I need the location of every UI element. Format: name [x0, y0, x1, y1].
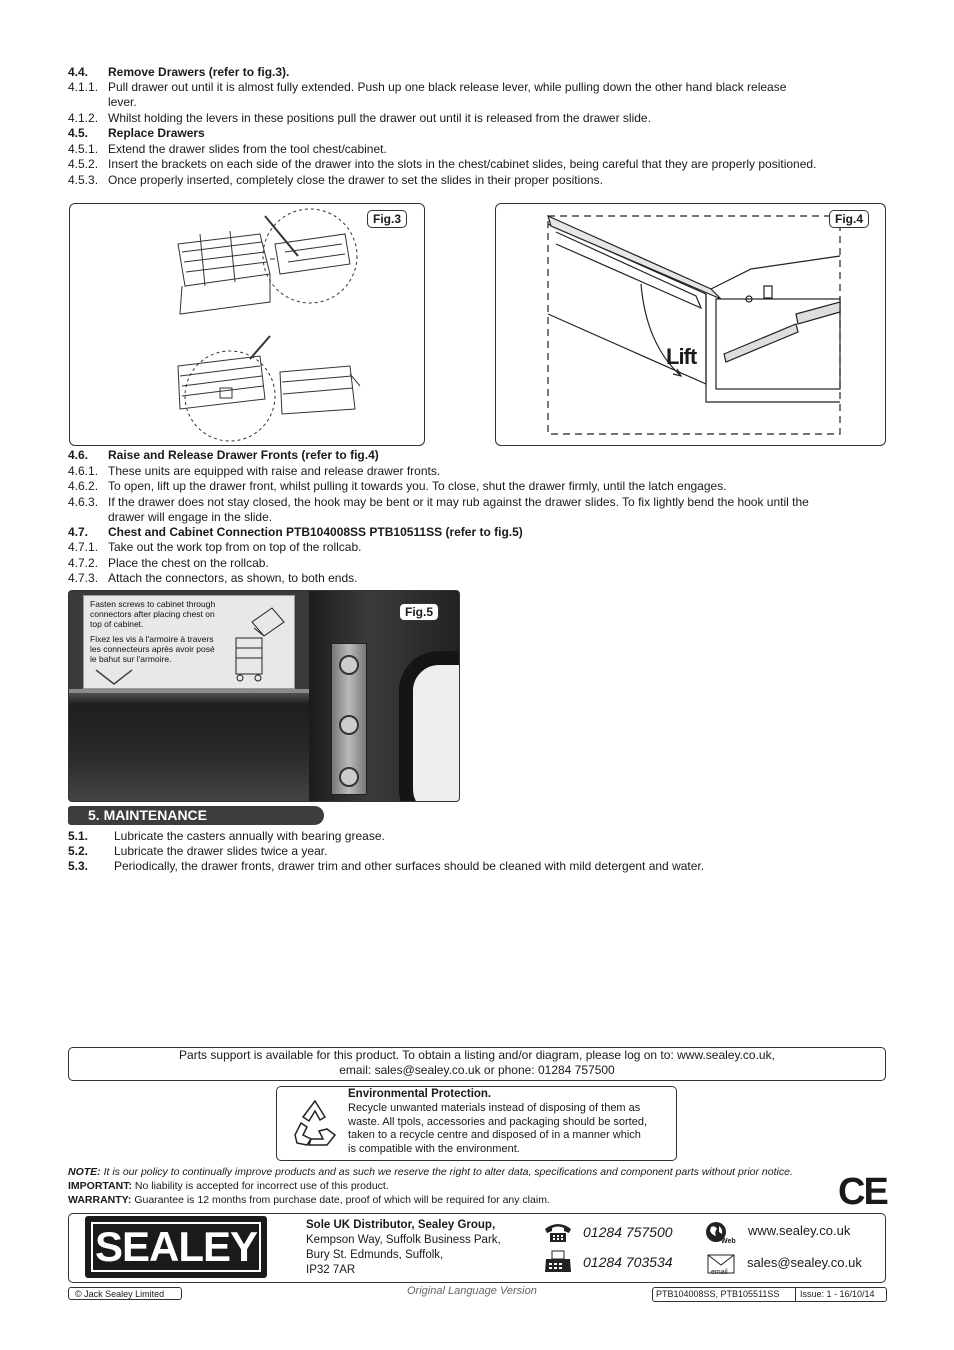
parts-support-box	[68, 1047, 886, 1081]
important-line: IMPORTANT: No liability is accepted for incorrect use of this product.	[68, 1180, 389, 1192]
distributor-address	[306, 1218, 501, 1278]
bolt-icon	[339, 715, 359, 735]
model-numbers: PTB104008SS, PTB105511SS	[656, 1289, 780, 1299]
warranty-line: WARRANTY: Guarantee is 12 months from purchase date, proof of which will be required for any claim.	[68, 1194, 550, 1206]
fig4-label: Fig.4	[829, 210, 869, 228]
lift-label: Lift	[666, 344, 697, 369]
fax-number: 01284 703534	[583, 1254, 673, 1270]
notes	[68, 1165, 868, 1207]
original-language-label: Original Language Version	[407, 1285, 537, 1297]
model-issue-divider	[795, 1288, 796, 1301]
address-line-1: Kempson Way, Suffolk Business Park,	[306, 1234, 501, 1246]
parts-support-line1: Parts support is available for this product. To obtain a listing and/or diagram, please log on to: www.sealey.co.uk,	[179, 1048, 775, 1062]
sticker-english: Fasten screws to cabinet through connectors after placing chest on top of cabinet.	[90, 599, 216, 629]
email-link[interactable]: sales@sealey.co.uk	[747, 1255, 862, 1270]
sticker-cabinet-diagram-icon	[224, 600, 294, 684]
drawer-removal-diagram	[70, 204, 424, 445]
ce-mark: CE	[838, 1171, 887, 1213]
instruction-sticker	[83, 595, 295, 689]
copyright-box: © Jack Sealey Limited	[68, 1287, 182, 1300]
footer-box	[68, 1213, 886, 1283]
figure-3	[69, 203, 425, 446]
phone-number: 01284 757500	[583, 1224, 673, 1240]
fax-icon	[543, 1250, 573, 1274]
figure-5	[68, 590, 460, 802]
figure-4	[495, 203, 886, 446]
telephone-icon	[543, 1221, 573, 1243]
env-title: Environmental Protection.	[348, 1088, 492, 1100]
cabinet-panel-seam	[69, 689, 309, 693]
model-issue-box	[652, 1287, 887, 1302]
address-line-3: IP32 7AR	[306, 1264, 356, 1276]
web-link[interactable]: www.sealey.co.uk	[748, 1223, 851, 1238]
sticker-french: Fixez les vis à l'armoire à travers les connecteurs après avoir posé le bahut sur l'armoire.	[90, 634, 215, 664]
distributor-name: Sole UK Distributor, Sealey Group,	[306, 1219, 496, 1231]
handle-curve	[399, 651, 460, 802]
sealey-logo	[85, 1216, 267, 1278]
recycle-icon	[287, 1095, 343, 1151]
bolt-icon	[339, 655, 359, 675]
email-icon-label: email	[711, 1269, 728, 1276]
issue-date: Issue: 1 - 16/10/14	[800, 1289, 875, 1299]
cabinet-steel-panel	[69, 691, 309, 801]
environmental-box	[276, 1086, 677, 1161]
note-line: NOTE: It is our policy to continually improve products and as such we reserve the right to alter data, specifications and component parts without prior notice.	[68, 1166, 793, 1178]
parts-support-line2: email: sales@sealey.co.uk or phone: 01284 757500	[339, 1063, 615, 1077]
sealey-logo-inner: SEALEY	[91, 1222, 261, 1272]
env-text: Recycle unwanted materials instead of disposing of them as waste. All tpols, accessories and packaging should be sorted, taken to a recycle centre and disposed of in a manner which is compatible with the environment.	[348, 1102, 648, 1155]
maintenance-heading: 5. MAINTENANCE	[68, 806, 324, 825]
drawer-front-lift-diagram	[496, 204, 885, 445]
address-line-2: Bury St. Edmunds, Suffolk,	[306, 1249, 444, 1261]
fig5-label: Fig.5	[399, 603, 439, 621]
sticker-arrow-icon	[94, 668, 134, 688]
fig3-label: Fig.3	[367, 210, 407, 228]
web-icon-label: Web	[721, 1238, 736, 1245]
bolt-icon	[339, 767, 359, 787]
